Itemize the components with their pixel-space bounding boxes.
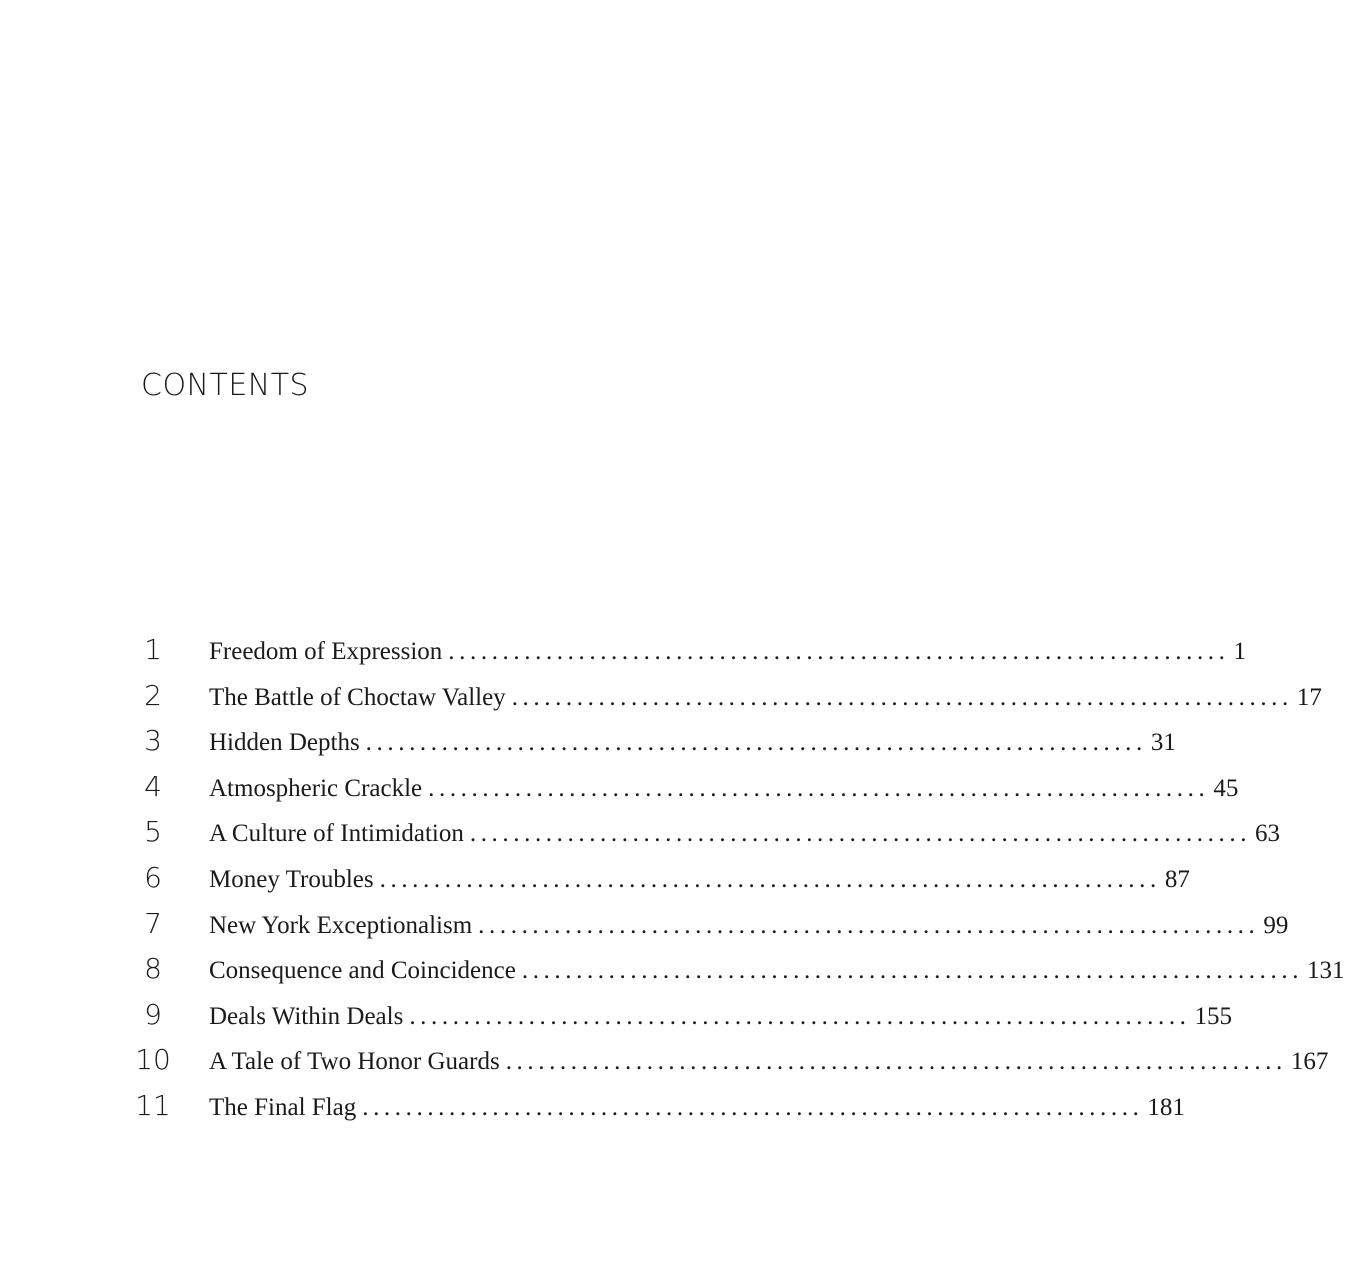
chapter-title: The Battle of Choctaw Valley [209, 683, 506, 711]
chapter-number: 6 [144, 860, 162, 894]
toc-entry-text [209, 684, 1322, 712]
toc-entry-text [209, 820, 1280, 848]
page-number: 155 [1194, 1002, 1233, 1030]
page-number: 181 [1147, 1093, 1185, 1121]
toc-entry-text [209, 775, 1238, 803]
page-number: 63 [1255, 820, 1281, 848]
toc-entry-text [209, 957, 1345, 985]
toc-entry [128, 997, 1233, 1044]
page-number: 131 [1307, 957, 1345, 985]
dot-leader: ........................................................................ [478, 911, 1260, 939]
chapter-title: New York Exceptionalism [209, 911, 473, 939]
dot-leader: ........................................................................ [505, 1048, 1287, 1076]
contents-heading: CONTENTS [141, 368, 310, 403]
toc-entry [128, 769, 1239, 816]
chapter-title: Freedom of Expression [209, 638, 443, 665]
toc-entry [128, 724, 1176, 770]
dot-leader: ........................................................................ [469, 820, 1252, 848]
toc-entry [128, 815, 1281, 861]
page-number: 45 [1213, 774, 1239, 802]
toc-entry [128, 860, 1190, 907]
chapter-title: Consequence and Coincidence [209, 957, 516, 985]
toc-entry [128, 1088, 1185, 1135]
toc-entry [128, 678, 1322, 725]
page-number: 17 [1296, 683, 1322, 711]
chapter-title: A Tale of Two Honor Guards [209, 1048, 500, 1076]
dot-leader: ........................................................................ [521, 957, 1304, 985]
toc-entry-text [209, 638, 1246, 666]
chapter-number: 3 [144, 724, 162, 758]
table-of-contents [128, 633, 1345, 1135]
dot-leader: ........................................................................ [365, 729, 1147, 757]
chapter-title: A Culture of Intimidation [209, 820, 464, 848]
toc-entry [128, 906, 1289, 953]
dot-leader: ........................................................................ [409, 1002, 1191, 1030]
page-number: 167 [1290, 1048, 1329, 1076]
dot-leader: ........................................................................ [511, 683, 1293, 711]
dot-leader: ........................................................................ [379, 865, 1161, 893]
chapter-title: Hidden Depths [209, 729, 360, 757]
page-number: 99 [1263, 911, 1289, 939]
toc-entry [128, 952, 1345, 998]
chapter-title: Deals Within Deals [209, 1002, 404, 1030]
chapter-number: 2 [144, 678, 162, 712]
dot-leader: ........................................................................ [448, 638, 1230, 665]
chapter-number: 8 [144, 952, 162, 986]
chapter-number: 10 [135, 1043, 171, 1077]
chapter-title: Money Troubles [209, 865, 374, 893]
chapter-title: Atmospheric Crackle [209, 774, 423, 802]
toc-entry-text [209, 1094, 1185, 1122]
chapter-number: 7 [144, 906, 162, 940]
dot-leader: ........................................................................ [428, 774, 1210, 802]
toc-entry [128, 1043, 1329, 1089]
dot-leader: ........................................................................ [362, 1093, 1144, 1121]
page-number: 31 [1150, 729, 1176, 757]
chapter-number: 1 [144, 633, 162, 666]
chapter-title: The Final Flag [209, 1093, 357, 1121]
chapter-number: 9 [144, 997, 162, 1031]
page-number: 87 [1164, 865, 1190, 893]
toc-entry [128, 633, 1246, 679]
toc-entry-text [209, 1003, 1232, 1031]
page-number: 1 [1233, 638, 1246, 665]
toc-entry-text [209, 866, 1190, 894]
chapter-number: 4 [144, 769, 162, 803]
toc-entry-text [209, 1048, 1328, 1076]
chapter-number: 11 [135, 1088, 171, 1122]
toc-entry-text [209, 912, 1288, 940]
chapter-number: 5 [144, 815, 162, 849]
toc-entry-text [209, 729, 1176, 757]
